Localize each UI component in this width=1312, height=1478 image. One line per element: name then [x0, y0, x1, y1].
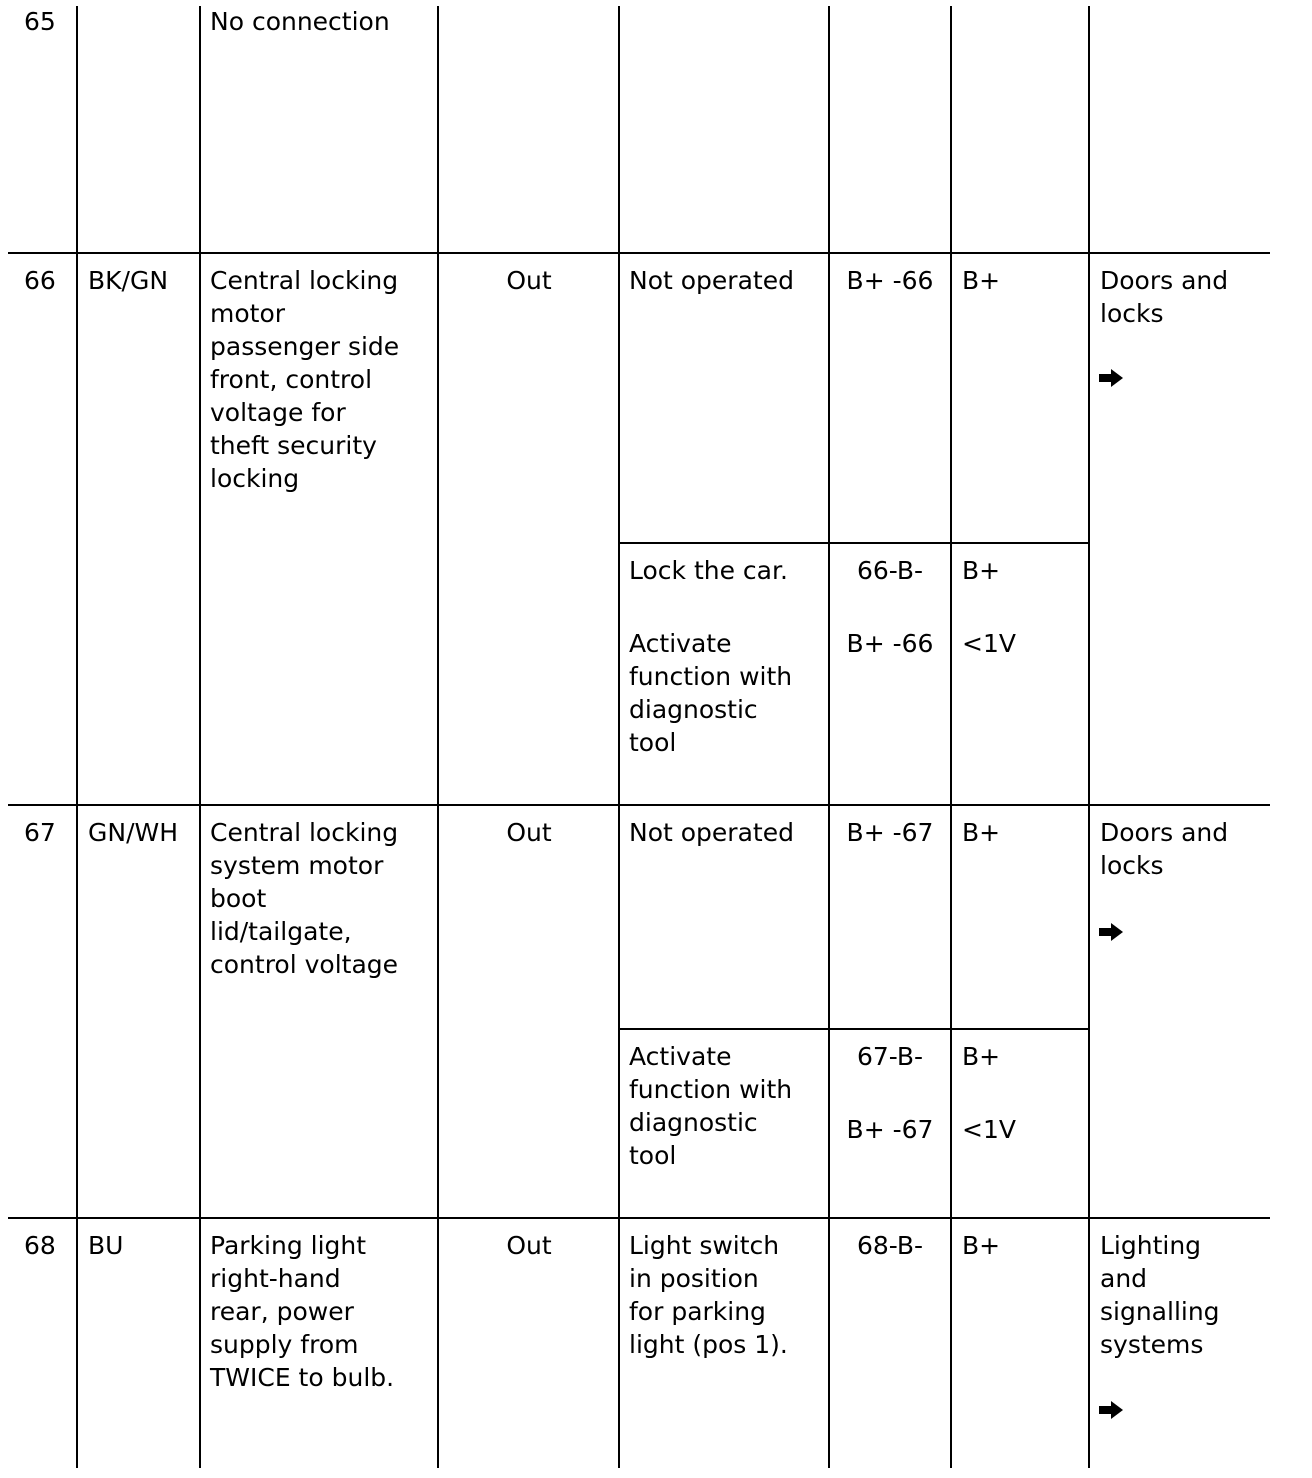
test-condition: Activate function with diagnostic tool — [629, 1042, 793, 1170]
signal-direction: Out — [506, 1231, 552, 1260]
measure-points: B+ -66 — [846, 629, 934, 658]
expected-value: <1V — [962, 1115, 1016, 1144]
subrow-divider — [618, 1028, 1090, 1030]
wire-color: BU — [88, 1231, 124, 1260]
pin-number: 68 — [24, 1231, 56, 1260]
column-divider — [76, 6, 78, 1468]
row-divider — [8, 804, 1270, 806]
subrow-divider — [618, 542, 1090, 544]
expected-value: B+ — [962, 266, 1001, 295]
measure-points: B+ -66 — [846, 266, 934, 295]
measure-points: 67-B- — [856, 1042, 924, 1071]
pin-description: No connection — [210, 7, 390, 36]
pin-number: 66 — [24, 266, 56, 295]
test-condition: Light switch in position for parking light (pos 1). — [629, 1231, 788, 1359]
pin-number: 65 — [24, 7, 56, 36]
arrow-right-icon[interactable] — [1098, 368, 1124, 388]
reference-section: Doors and locks — [1100, 818, 1229, 880]
test-condition: Not operated — [629, 266, 794, 295]
pin-description: Central locking system motor boot lid/tailgate, control voltage — [210, 818, 399, 979]
test-condition: Activate function with diagnostic tool — [629, 629, 793, 757]
arrow-right-icon[interactable] — [1098, 1400, 1124, 1420]
signal-direction: Out — [506, 266, 552, 295]
measure-points: 66-B- — [856, 556, 924, 585]
measure-points: B+ -67 — [846, 1115, 934, 1144]
arrow-right-icon[interactable] — [1098, 922, 1124, 942]
measure-points: B+ -67 — [846, 818, 934, 847]
expected-value: B+ — [962, 1231, 1001, 1260]
signal-direction: Out — [506, 818, 552, 847]
expected-value: B+ — [962, 1042, 1001, 1071]
wire-color: BK/GN — [88, 266, 169, 295]
reference-section: Lighting and signalling systems — [1100, 1231, 1220, 1359]
test-condition: Lock the car. — [629, 556, 788, 585]
row-divider — [8, 252, 1270, 254]
column-divider — [950, 6, 952, 1468]
column-divider — [199, 6, 201, 1468]
expected-value: <1V — [962, 629, 1016, 658]
pin-description: Central locking motor passenger side front, control voltage for theft security locking — [210, 266, 400, 493]
reference-section: Doors and locks — [1100, 266, 1229, 328]
row-divider — [8, 1217, 1270, 1219]
measure-points: 68-B- — [856, 1231, 924, 1260]
pin-number: 67 — [24, 818, 56, 847]
test-condition: Not operated — [629, 818, 794, 847]
expected-value: B+ — [962, 556, 1001, 585]
expected-value: B+ — [962, 818, 1001, 847]
pin-description: Parking light right-hand rear, power supply from TWICE to bulb. — [210, 1231, 395, 1392]
wire-color: GN/WH — [88, 818, 179, 847]
column-divider — [1088, 6, 1090, 1468]
